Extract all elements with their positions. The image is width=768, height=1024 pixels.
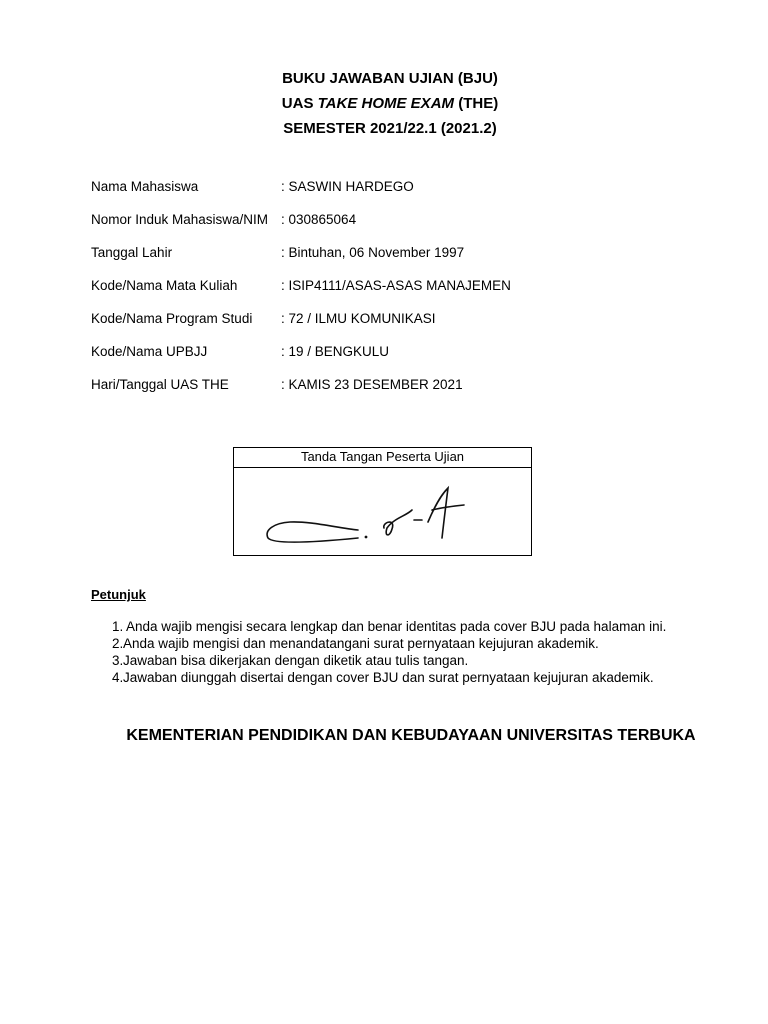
identity-label: Nomor Induk Mahasiswa/NIM <box>91 212 269 227</box>
identity-row-nama <box>91 179 691 212</box>
header-semester: SEMESTER 2021/22.1 (2021.2) <box>283 120 497 137</box>
list-item-text: Jawaban diunggah disertai dengan cover BJU dan surat pernyataan kejujuran akademik. <box>123 670 654 685</box>
document-header <box>0 66 768 141</box>
identity-row-mata-kuliah <box>91 278 691 311</box>
list-item-number: 1. <box>112 619 124 634</box>
identity-value: : KAMIS 23 DESEMBER 2021 <box>281 377 463 392</box>
list-item-number: 2. <box>112 636 124 651</box>
identity-row-nim <box>91 212 691 245</box>
footer-institution: KEMENTERIAN PENDIDIKAN DAN KEBUDAYAAN UNIVERSITAS TERBUKA <box>126 727 696 744</box>
identity-row-tanggal-lahir <box>91 245 691 278</box>
petunjuk-heading: Petunjuk <box>91 587 146 602</box>
list-item-text: Jawaban bisa dikerjakan dengan diketik atau tulis tangan. <box>123 653 469 668</box>
identity-label: Kode/Nama UPBJJ <box>91 344 208 359</box>
identity-value: : 19 / BENGKULU <box>281 344 390 359</box>
identity-section <box>91 179 691 410</box>
list-item <box>112 618 732 635</box>
signature-box <box>233 447 532 556</box>
petunjuk-list <box>112 618 732 686</box>
identity-label: Kode/Nama Mata Kuliah <box>91 278 238 293</box>
identity-label: Kode/Nama Program Studi <box>91 311 253 326</box>
list-item <box>112 652 732 669</box>
identity-row-upbjj <box>91 344 691 377</box>
identity-value: : 030865064 <box>281 212 357 227</box>
signature-box-title: Tanda Tangan Peserta Ujian <box>234 448 531 468</box>
list-item-number: 3. <box>112 653 124 668</box>
list-item-text: Anda wajib mengisi secara lengkap dan benar identitas pada cover BJU pada halaman ini. <box>123 619 667 634</box>
identity-value: : ISIP4111/ASAS-ASAS MANAJEMEN <box>281 278 511 293</box>
identity-row-program-studi <box>91 311 691 344</box>
list-item-text: Anda wajib mengisi dan menandatangani surat pernyataan kejujuran akademik. <box>123 636 599 651</box>
identity-value: : Bintuhan, 06 November 1997 <box>281 245 465 260</box>
identity-row-tanggal-uas <box>91 377 691 410</box>
list-item-number: 4. <box>112 670 124 685</box>
list-item <box>112 669 732 686</box>
list-item <box>112 635 732 652</box>
identity-label: Hari/Tanggal UAS THE <box>91 377 229 392</box>
header-title: BUKU JAWABAN UJIAN (BJU) <box>282 70 498 87</box>
header-exam-type: UAS TAKE HOME EXAM (THE) <box>281 95 499 112</box>
handwritten-signature <box>260 470 480 554</box>
signature-area <box>234 468 531 556</box>
identity-label: Tanggal Lahir <box>91 245 173 260</box>
identity-label: Nama Mahasiswa <box>91 179 199 194</box>
identity-value: : 72 / ILMU KOMUNIKASI <box>281 311 436 326</box>
identity-value: : SASWIN HARDEGO <box>281 179 414 194</box>
